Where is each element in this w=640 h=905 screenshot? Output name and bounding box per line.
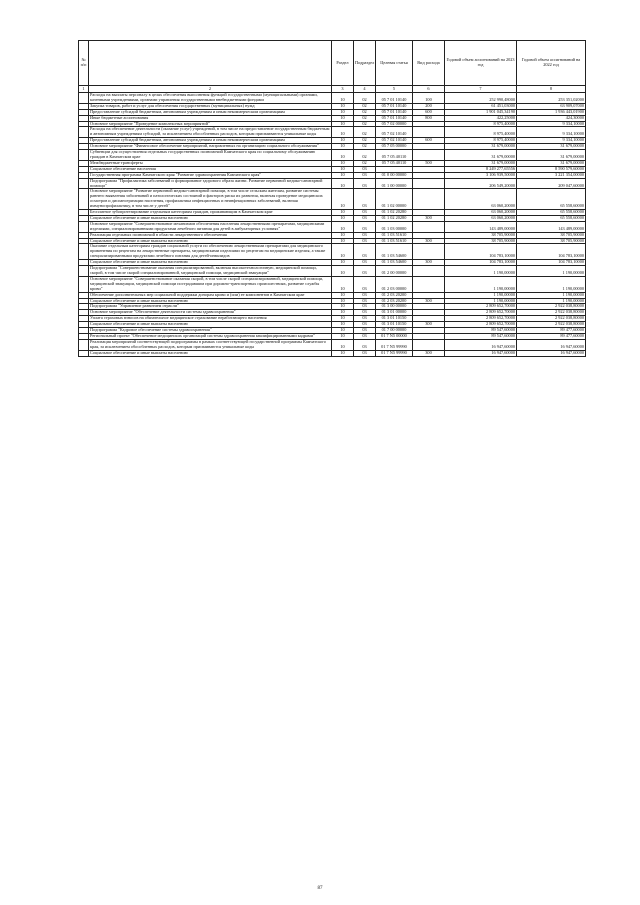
row-target-article: 01 1 02 00000 [376, 189, 413, 210]
row-target-article: 01 1 02 20280 [376, 215, 413, 221]
table-row [79, 178, 586, 189]
row-name: Предоставление субсидий бюджетным, автономным учреждениям и иным некоммерческим организациям [89, 138, 332, 144]
row-amount-2023: 1 190,00000 [445, 298, 517, 304]
row-amount-2023: 16 947,60000 [445, 350, 517, 356]
row-section: 10 [332, 310, 354, 316]
table-row [79, 244, 586, 260]
row-amount-2022: 1 190,00000 [517, 276, 586, 292]
row-target-article: 01 3 00 00000 [376, 304, 413, 310]
row-amount-2022: 143 489,00000 [517, 221, 586, 232]
row-subsection: 03 [354, 221, 376, 232]
row-target-article: 05 7 01 10140 [376, 103, 413, 109]
row-section: 10 [332, 292, 354, 298]
row-subsection: 02 [354, 160, 376, 166]
row-amount-2022: 3 221 354,00000 [517, 172, 586, 178]
row-name: Основное мероприятие "Обеспечение деятельности системы здравоохранения" [89, 310, 332, 316]
row-name: Бесплатное зубопротезирование отдельным категориям граждан, проживающим в Камчатском крае [89, 210, 332, 216]
row-name: Основное мероприятие "Развитие первичной медико-санитарной помощи, в том числе сельским жителям, развитие системы раннего выявления заболеваний и патологических состояний и факторов риска их развития, включая проведение медицинских осмотров и диспансеризации населения, профилактика инфекционных и неинфекционных заболеваний, включая иммунопрофилактику, в том числе у детей" [89, 189, 332, 210]
row-name: Социальное обеспечение и иные выплаты населению [89, 215, 332, 221]
row-target-article: 05 7 02 10140 [376, 127, 413, 138]
row-amount-2023: 89 547,60000 [445, 328, 517, 334]
row-expense-type: 300 [413, 298, 445, 304]
row-expense-type: 300 [413, 215, 445, 221]
row-section: 10 [332, 178, 354, 189]
row-section: 10 [332, 244, 354, 260]
table-row [79, 150, 586, 161]
row-target-article: 01 3 01 10150 [376, 322, 413, 328]
row-expense-type [413, 266, 445, 277]
row-subsection: 03 [354, 238, 376, 244]
row-subsection: 02 [354, 103, 376, 109]
row-section: 10 [332, 103, 354, 109]
row-section: 10 [332, 316, 354, 322]
row-subsection: 03 [354, 328, 376, 334]
budget-table [78, 40, 586, 357]
row-target-article: 05 7 01 10140 [376, 109, 413, 115]
row-subsection: 03 [354, 260, 376, 266]
row-subsection: 02 [354, 115, 376, 121]
row-target-article: 01 2 03 20200 [376, 298, 413, 304]
row-name: Уплата страховых взносов на обязательное медицинское страхование неработающего населения [89, 316, 332, 322]
table-row [79, 276, 586, 292]
table-row [79, 339, 586, 350]
row-target-article: 01 2 00 00000 [376, 266, 413, 277]
row-amount-2022: 9 334,10000 [517, 121, 586, 127]
row-expense-type: 500 [413, 160, 445, 166]
row-amount-2022: 38 705,90000 [517, 232, 586, 238]
row-expense-type: 600 [413, 109, 445, 115]
row-amount-2022: 1 936 443,01900 [517, 109, 586, 115]
row-name: Подпрограмма "Кадровое обеспечение системы здравоохранения" [89, 328, 332, 334]
row-subsection: 02 [354, 150, 376, 161]
row-subsection: 03 [354, 189, 376, 210]
row-subsection: 02 [354, 144, 376, 150]
row-subsection: 03 [354, 244, 376, 260]
row-amount-2023: 31 679,00000 [445, 150, 517, 161]
row-name: Расходы на обеспечение деятельности (оказание услуг) учреждений, в том числе на предоставление государственным бюджетным и автономным учреждениям субсидий, за исключением обособленных расходов, которым присваиваются уникальные коды [89, 127, 332, 138]
header-razdel: Раздел [332, 41, 354, 86]
row-name: Обеспечение дополнительных мер социальной поддержки донорам крови и (или) ее компонентов в Камчатском крае [89, 292, 332, 298]
header-amount-2022: Годовой объем ассигнований на 2022 год [517, 41, 586, 86]
header-amount-2023: Годовой объем ассигнований на 2023 год [445, 41, 517, 86]
row-amount-2023: 63 060,20000 [445, 215, 517, 221]
row-amount-2023: 1 190,00000 [445, 266, 517, 277]
header-podrazdel: Подраздел [354, 41, 376, 86]
row-subsection: 02 [354, 121, 376, 127]
row-amount-2022: 31 679,00000 [517, 150, 586, 161]
row-amount-2022: 2 922 038,80000 [517, 316, 586, 322]
row-subsection: 03 [354, 316, 376, 322]
row-section: 10 [332, 121, 354, 127]
row-subsection: 02 [354, 127, 376, 138]
page-number: 87 [317, 886, 323, 891]
column-index: 5 [376, 86, 413, 93]
row-amount-2022: 9 334,10000 [517, 127, 586, 138]
row-section: 10 [332, 339, 354, 350]
row-expense-type: 100 [413, 93, 445, 104]
row-number [79, 127, 89, 138]
row-name: Реализация мероприятий соответствующей подпрограммы в рамках соответствующей государственной программы Камчатского края, за исключением обособленных расходов, которым присваиваются уникальные коды [89, 339, 332, 350]
row-amount-2023: 1 901 045,34190 [445, 109, 517, 115]
row-amount-2022: 65 558,60000 [517, 189, 586, 210]
row-amount-2023: 252 990,48000 [445, 93, 517, 104]
row-name: Основное мероприятие "Совершенствование механизмов обеспечения населения лекарственными препаратами, медицинскими изделиями, специализированными продуктами лечебного питания для детей в амбулаторных условиях" [89, 221, 332, 232]
row-expense-type: 300 [413, 260, 445, 266]
row-number [79, 221, 89, 232]
row-number [79, 178, 89, 189]
row-amount-2022: 104 783,10000 [517, 244, 586, 260]
row-section: 10 [332, 215, 354, 221]
row-section: 10 [332, 333, 354, 339]
row-name: Подпрограмма "Совершенствование оказания специализированной, включая высокотехнологичную, медицинской помощи, скорой, в том числе скорой специализированной, медицинской помощи, медицинской эвакуации" [89, 266, 332, 277]
row-section: 10 [332, 276, 354, 292]
row-name: Социальное обеспечение и иные выплаты населению [89, 238, 332, 244]
row-section: 10 [332, 210, 354, 216]
row-target-article: 05 7 01 10140 [376, 93, 413, 104]
row-amount-2023: 1 190,00000 [445, 276, 517, 292]
column-index: 1 [79, 86, 89, 93]
row-amount-2022: 89 477,60000 [517, 333, 586, 339]
row-section: 10 [332, 328, 354, 334]
row-amount-2022: 38 705,90000 [517, 238, 586, 244]
row-expense-type [413, 221, 445, 232]
row-number [79, 266, 89, 277]
row-amount-2022: 31 679,00000 [517, 160, 586, 166]
row-subsection: 03 [354, 210, 376, 216]
row-expense-type: 300 [413, 350, 445, 356]
row-expense-type: 300 [413, 322, 445, 328]
row-target-article: 01 3 01 00000 [376, 310, 413, 316]
row-subsection: 03 [354, 276, 376, 292]
row-name: Социальное обеспечение и иные выплаты населению [89, 260, 332, 266]
row-target-article: 01 2 03 20200 [376, 292, 413, 298]
row-subsection: 02 [354, 93, 376, 104]
header-target-article: Целевая статья [376, 41, 413, 86]
row-amount-2022: 104 783,10000 [517, 260, 586, 266]
row-name: Основное мероприятие "Проведение комплексных мероприятий" [89, 121, 332, 127]
row-target-article: 05 7 05 40110 [376, 160, 413, 166]
row-amount-2022: 9 334,10000 [517, 138, 586, 144]
row-subsection: 03 [354, 215, 376, 221]
row-subsection: 03 [354, 232, 376, 238]
row-target-article: 01 1 03 54600 [376, 244, 413, 260]
row-subsection: 03 [354, 292, 376, 298]
header-num: № п/п [79, 41, 89, 86]
row-number [79, 276, 89, 292]
row-amount-2022: 89 477,60000 [517, 328, 586, 334]
row-amount-2022: 253 351,02000 [517, 93, 586, 104]
row-amount-2023: 1 190,00000 [445, 292, 517, 298]
column-index: 2 [89, 86, 332, 93]
row-name: Закупка товаров, работ и услуг для обеспечения государственных (муниципальных) нужд [89, 103, 332, 109]
row-amount-2023: 8 975,40000 [445, 121, 517, 127]
column-index: 4 [354, 86, 376, 93]
row-number [79, 339, 89, 350]
row-section: 10 [332, 304, 354, 310]
row-expense-type [413, 244, 445, 260]
row-name: Социальное обеспечение населения [89, 166, 332, 172]
row-subsection: 02 [354, 109, 376, 115]
column-index: 8 [517, 86, 586, 93]
column-index: 6 [413, 86, 445, 93]
row-subsection: 03 [354, 339, 376, 350]
column-index: 3 [332, 86, 354, 93]
row-name: Субвенции для осуществления отдельных государственных полномочий Камчатского края по социальному обслуживанию граждан в Камчатском крае [89, 150, 332, 161]
row-expense-type [413, 339, 445, 350]
row-expense-type: 600 [413, 138, 445, 144]
row-amount-2022: 8 590 579,60000 [517, 166, 586, 172]
row-section: 10 [332, 350, 354, 356]
row-amount-2022: 1 190,00000 [517, 266, 586, 277]
row-target-article: 01 7 N5 99990 [376, 350, 413, 356]
row-target-article: 01 3 01 10150 [376, 316, 413, 322]
row-amount-2022: 65 558,60000 [517, 215, 586, 221]
row-amount-2023: 422,25000 [445, 115, 517, 121]
row-amount-2023: 104 783,10000 [445, 260, 517, 266]
row-target-article: 01 0 00 00000 [376, 172, 413, 178]
row-amount-2023: 89 547,60000 [445, 333, 517, 339]
table-row [79, 221, 586, 232]
row-expense-type: 300 [413, 238, 445, 244]
row-expense-type [413, 150, 445, 161]
row-name: Межбюджетные трансферты [89, 160, 332, 166]
row-amount-2022: 65 558,60000 [517, 210, 586, 216]
table-row [79, 189, 586, 210]
row-amount-2023: 2 809 652,70000 [445, 304, 517, 310]
row-subsection: 03 [354, 310, 376, 316]
row-target-article: 01 1 03 00000 [376, 221, 413, 232]
row-section: 10 [332, 322, 354, 328]
row-section: 10 [332, 221, 354, 232]
table-row [79, 93, 586, 104]
row-target-article: 01 1 02 20280 [376, 210, 413, 216]
row-section: 10 [332, 127, 354, 138]
row-target-article: 01 1 03 51610 [376, 232, 413, 238]
row-amount-2022: 16 947,60000 [517, 339, 586, 350]
row-name: Региональный проект "Обеспечение медицинских организаций системы здравоохранения квалифицированными кадрами" [89, 333, 332, 339]
row-section: 10 [332, 189, 354, 210]
row-amount-2023: 3 106 939,50000 [445, 172, 517, 178]
row-name: Подпрограмма "Профилактика заболеваний и формирование здорового образа жизни. Развитие первичной медико-санитарной помощи" [89, 178, 332, 189]
row-number [79, 150, 89, 161]
row-section: 10 [332, 138, 354, 144]
row-subsection: 03 [354, 266, 376, 277]
row-section: 10 [332, 232, 354, 238]
row-amount-2022: 424,30000 [517, 115, 586, 121]
table-row [79, 127, 586, 138]
row-section: 10 [332, 266, 354, 277]
row-section: 10 [332, 109, 354, 115]
row-amount-2023: 38 705,90000 [445, 238, 517, 244]
row-subsection: 03 [354, 322, 376, 328]
row-number [79, 93, 89, 104]
row-amount-2023: 63 060,20000 [445, 210, 517, 216]
row-amount-2023: 8 975,40000 [445, 138, 517, 144]
row-name: Социальное обеспечение и иные выплаты населению [89, 322, 332, 328]
row-amount-2023: 143 489,00000 [445, 221, 517, 232]
table-row [79, 350, 586, 356]
row-amount-2022: 209 047,60000 [517, 178, 586, 189]
row-number [79, 350, 89, 356]
row-amount-2022: 16 947,60000 [517, 350, 586, 356]
row-amount-2023: 61 451,03000 [445, 103, 517, 109]
row-amount-2023: 206 549,20000 [445, 178, 517, 189]
row-section: 10 [332, 166, 354, 172]
row-amount-2023: 2 809 652,70000 [445, 310, 517, 316]
row-name: Социальное обеспечение и иные выплаты населению [89, 298, 332, 304]
header-row [79, 41, 586, 86]
row-subsection: 03 [354, 178, 376, 189]
row-amount-2023: 104 783,10000 [445, 244, 517, 260]
row-amount-2023: 63 060,20000 [445, 189, 517, 210]
column-index: 7 [445, 86, 517, 93]
row-target-article: 01 2 03 00000 [376, 276, 413, 292]
row-expense-type [413, 178, 445, 189]
row-section: 10 [332, 144, 354, 150]
row-name: Основное мероприятие "Совершенствование оказания скорой, в том числе скорой специализированной, медицинской помощи, медицинской эвакуации, медицинской помощи пострадавшим при дорожно-транспортных происшествиях, развитие службы крови" [89, 276, 332, 292]
row-target-article: 05 7 02 10140 [376, 138, 413, 144]
row-target-article: 05 7 02 00000 [376, 121, 413, 127]
row-target-article: 01 7 N5 00000 [376, 333, 413, 339]
row-amount-2023: 16 947,60000 [445, 339, 517, 350]
row-target-article: 01 1 03 51610 [376, 238, 413, 244]
row-amount-2022: 1 190,00000 [517, 292, 586, 298]
row-subsection: 03 [354, 298, 376, 304]
row-section: 10 [332, 93, 354, 104]
row-section: 10 [332, 160, 354, 166]
row-name: Подпрограмма "Управление развитием отрасли" [89, 304, 332, 310]
row-section: 10 [332, 172, 354, 178]
row-target-article: 01 7 N5 99990 [376, 339, 413, 350]
row-amount-2023: 31 679,00000 [445, 144, 517, 150]
row-amount-2022: 63 909,07000 [517, 103, 586, 109]
row-expense-type: 800 [413, 115, 445, 121]
row-name: Оказание отдельным категориям граждан социальной услуги по обеспечению лекарственными препаратами для медицинского применения по рецептам на лекарственные препараты, медицинскими изделиями по рецептам на медицинские изделия, а также специализированными продуктами лечебного питания для детей-инвалидов [89, 244, 332, 260]
row-amount-2023: 31 679,00000 [445, 160, 517, 166]
row-subsection: 03 [354, 350, 376, 356]
row-amount-2023: 8 249 277,65556 [445, 166, 517, 172]
row-target-article: 05 7 05 40110 [376, 150, 413, 161]
row-name: Предоставление субсидий бюджетным, автономным учреждениям и иным некоммерческим организациям [89, 109, 332, 115]
row-name: Основное мероприятие "Финансовое обеспечение мероприятий, направленных на организацию социального обслуживания" [89, 144, 332, 150]
row-subsection: 02 [354, 138, 376, 144]
row-subsection: 03 [354, 166, 376, 172]
row-amount-2022: 1 190,00000 [517, 298, 586, 304]
row-target-article: 01 7 00 00000 [376, 328, 413, 334]
row-amount-2023: 38 705,90000 [445, 232, 517, 238]
row-amount-2023: 2 809 652,70000 [445, 322, 517, 328]
row-number [79, 189, 89, 210]
table-row [79, 266, 586, 277]
header-expense-type: Вид расхода [413, 41, 445, 86]
row-section: 10 [332, 115, 354, 121]
row-amount-2022: 2 922 038,80000 [517, 322, 586, 328]
row-target-article: 05 7 05 00000 [376, 144, 413, 150]
row-section: 10 [332, 260, 354, 266]
row-expense-type [413, 189, 445, 210]
row-amount-2023: 8 975,40000 [445, 127, 517, 138]
row-amount-2022: 2 922 038,80000 [517, 304, 586, 310]
row-number [79, 244, 89, 260]
row-subsection: 03 [354, 333, 376, 339]
row-name: Государственная программа Камчатского края "Развитие здравоохранения Камчатского края" [89, 172, 332, 178]
row-target-article: 05 7 01 10140 [376, 115, 413, 121]
budget-table-page [78, 40, 585, 357]
row-expense-type [413, 276, 445, 292]
row-amount-2022: 31 679,00000 [517, 144, 586, 150]
row-name: Расходы на выплаты персоналу в целях обеспечения выполнения функций государственными (муниципальными) органами, казенными учреждениями, органами управления государственными внебюджетными фондами [89, 93, 332, 104]
row-expense-type: 200 [413, 103, 445, 109]
row-amount-2022: 2 922 038,80000 [517, 310, 586, 316]
row-name: Реализация отдельных полномочий в области лекарственного обеспечения [89, 232, 332, 238]
row-target-article: 01 1 00 00000 [376, 178, 413, 189]
row-subsection: 03 [354, 304, 376, 310]
row-section: 10 [332, 150, 354, 161]
row-amount-2023: 2 809 652,70000 [445, 316, 517, 322]
row-expense-type [413, 127, 445, 138]
header-name [89, 41, 332, 86]
row-section: 10 [332, 238, 354, 244]
row-name: Иные бюджетные ассигнования [89, 115, 332, 121]
row-target-article: 01 1 03 54600 [376, 260, 413, 266]
row-subsection: 03 [354, 172, 376, 178]
row-section: 10 [332, 298, 354, 304]
row-name: Социальное обеспечение и иные выплаты населению [89, 350, 332, 356]
